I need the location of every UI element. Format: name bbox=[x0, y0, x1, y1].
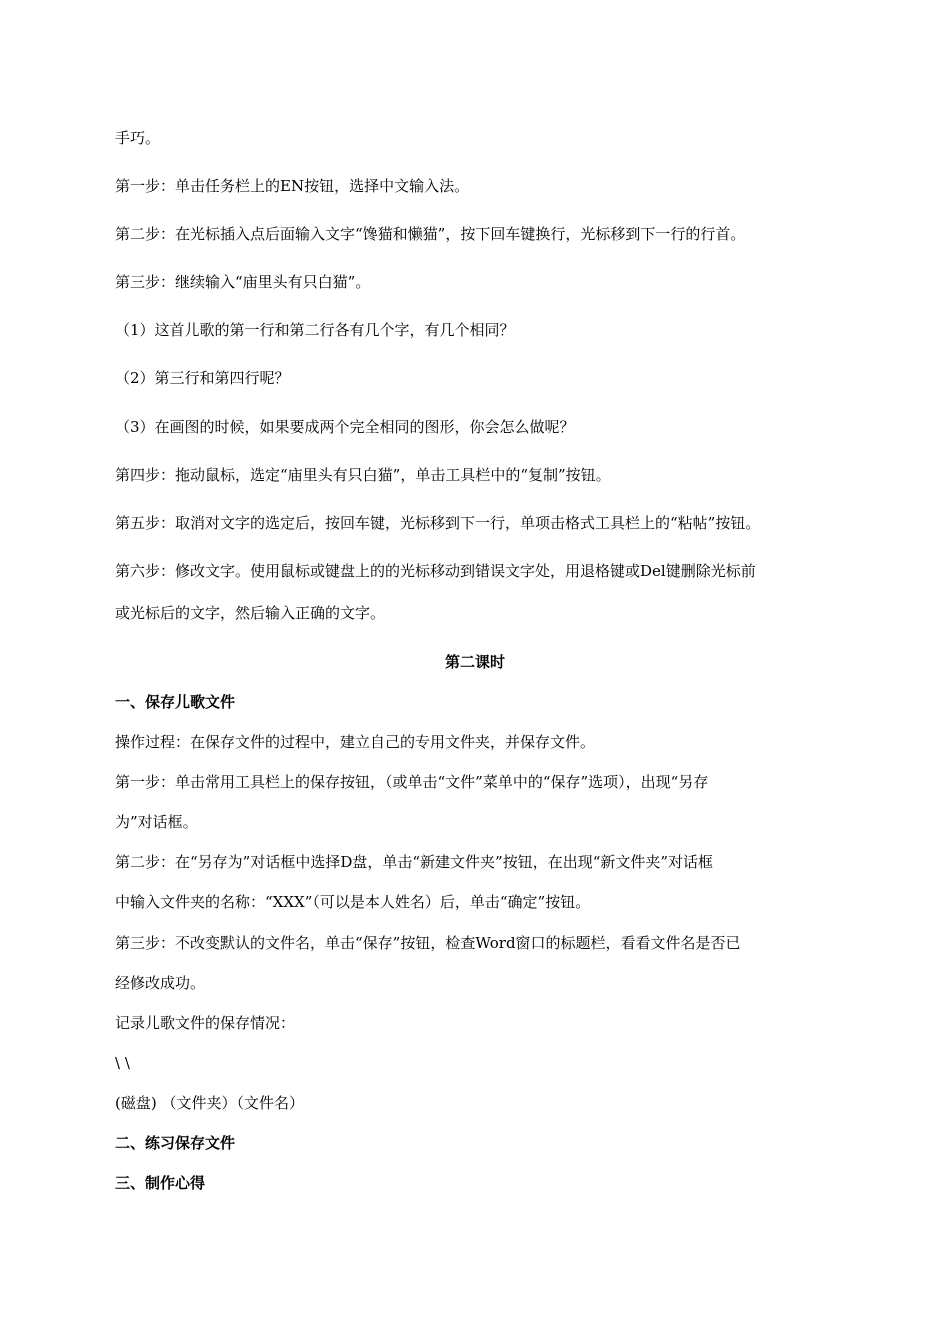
step-1-text: 第一步：单击任务栏上的EN按钮，选择中文输入法。 bbox=[115, 177, 470, 195]
section-1-heading: 一、保存儿歌文件 bbox=[115, 693, 236, 711]
lesson-title: 第二课时 bbox=[444, 653, 505, 671]
save-step-3-text-cont: 经修改成功。 bbox=[115, 974, 206, 992]
save-step-3-text: 第三步：不改变默认的文件名，单击“保存”按钮，检查Word窗口的标题栏，看看文件名是否已 bbox=[115, 934, 741, 952]
question-1: （1）这首儿歌的第一行和第二行各有几个字，有几个相同？ bbox=[115, 321, 515, 339]
save-step-2-text: 第二步：在“另存为”对话框中选择D盘，单击“新建文件夹”按钮，在出现“新文件夹”对话框 bbox=[115, 853, 714, 871]
save-step-1-text-cont: 为”对话框。 bbox=[115, 813, 198, 831]
save-step-2-text-cont: 中输入文件夹的名称：“XXX”（可以是本人姓名）后，单击“确定”按钮。 bbox=[115, 893, 591, 911]
text-line: 手巧。 bbox=[115, 129, 161, 147]
step-3-text: 第三步：继续输入“庙里头有只白猫”。 bbox=[115, 273, 371, 291]
path-separators: \ \ bbox=[115, 1054, 130, 1072]
save-step-1-text: 第一步：单击常用工具栏上的保存按钮，（或单击“文件”菜单中的“保存”选项），出现“另存 bbox=[115, 773, 709, 791]
step-6-text: 第六步：修改文字。使用鼠标或键盘上的的光标移动到错误文字处，用退格键或Del键删除光标前 bbox=[115, 562, 756, 580]
record-text: 记录儿歌文件的保存情况： bbox=[115, 1014, 296, 1032]
path-labels: (磁盘) （文件夹）（文件名） bbox=[115, 1094, 304, 1112]
section-3-heading: 三、制作心得 bbox=[115, 1174, 206, 1192]
step-6-text-cont: 或光标后的文字，然后输入正确的文字。 bbox=[115, 604, 386, 622]
step-2-text: 第二步：在光标插入点后面输入文字“馋猫和懒猫”，按下回车键换行，光标移到下一行的行首。 bbox=[115, 225, 746, 243]
step-5-text: 第五步：取消对文字的选定后，按回车键，光标移到下一行，单项击格式工具栏上的“粘帖”按钮。 bbox=[115, 514, 761, 532]
question-3: （3）在画图的时候，如果要成两个完全相同的图形，你会怎么做呢？ bbox=[115, 418, 575, 436]
procedure-text: 操作过程：在保存文件的过程中，建立自己的专用文件夹，并保存文件。 bbox=[115, 733, 596, 751]
section-2-heading: 二、练习保存文件 bbox=[115, 1134, 236, 1152]
step-4-text: 第四步：拖动鼠标，选定“庙里头有只白猫”，单击工具栏中的“复制”按钮。 bbox=[115, 466, 611, 484]
question-2: （2）第三行和第四行呢？ bbox=[115, 369, 290, 387]
